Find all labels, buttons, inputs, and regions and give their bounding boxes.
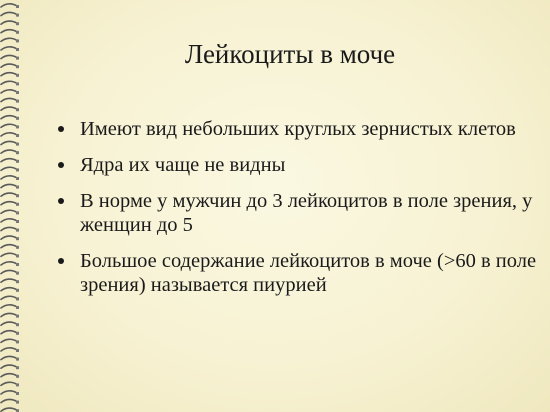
bullet-text: Имеют вид небольших круглых зернистых клетов xyxy=(80,118,516,140)
binding-ring xyxy=(1,38,19,42)
bullet-item-4 xyxy=(58,249,538,297)
binding-ring xyxy=(1,365,19,369)
binding-ring xyxy=(1,107,19,111)
binding-ring xyxy=(1,331,19,335)
binding-ring xyxy=(1,236,19,240)
binding-ring xyxy=(1,64,19,68)
binding-ring xyxy=(1,141,19,145)
binding-ring xyxy=(1,227,19,231)
binding-ring xyxy=(1,73,19,77)
binding-ring xyxy=(1,210,19,214)
binding-ring xyxy=(1,124,19,128)
bullet-icon xyxy=(58,126,64,132)
binding-ring xyxy=(1,313,19,317)
bullet-item-3 xyxy=(58,189,538,237)
bullet-text: В норме у мужчин до 3 лейкоцитов в поле зрения, у женщин до 5 xyxy=(80,190,533,236)
binding-ring xyxy=(1,193,19,197)
bullet-icon xyxy=(58,258,64,264)
binding-ring xyxy=(1,374,19,378)
binding-ring xyxy=(1,176,19,180)
bullet-item-1 xyxy=(58,117,538,141)
binding-ring xyxy=(1,322,19,326)
binding-ring xyxy=(1,399,19,403)
bullet-icon xyxy=(58,198,64,204)
bullet-text: Ядра их чаще не видны xyxy=(80,154,286,176)
binding-ring xyxy=(1,245,19,249)
binding-ring xyxy=(1,21,19,25)
binding-ring xyxy=(1,4,19,8)
bullet-list xyxy=(58,117,538,309)
binding-ring xyxy=(1,253,19,257)
binding-ring xyxy=(1,305,19,309)
binding-ring xyxy=(1,90,19,94)
binding-ring xyxy=(1,47,19,51)
binding-ring xyxy=(1,382,19,386)
slide-title: Лейкоциты в моче xyxy=(184,39,396,69)
binding-ring xyxy=(1,348,19,352)
binding-ring xyxy=(1,296,19,300)
binding-ring xyxy=(1,98,19,102)
binding-ring xyxy=(1,81,19,85)
bullet-item-2 xyxy=(58,153,538,177)
bullet-icon xyxy=(58,162,64,168)
binding-ring xyxy=(1,133,19,137)
binding-ring xyxy=(1,12,19,16)
binding-ring xyxy=(1,167,19,171)
binding-ring xyxy=(1,270,19,274)
binding-ring xyxy=(1,391,19,395)
binding-ring xyxy=(1,159,19,163)
binding-ring xyxy=(1,150,19,154)
binding-ring xyxy=(1,288,19,292)
binding-ring xyxy=(1,202,19,206)
binding-ring xyxy=(1,279,19,283)
binding-ring xyxy=(1,116,19,120)
spiral-binding xyxy=(0,0,30,412)
binding-ring xyxy=(1,219,19,223)
binding-ring xyxy=(1,356,19,360)
binding-ring xyxy=(1,262,19,266)
binding-ring xyxy=(1,339,19,343)
binding-ring xyxy=(1,184,19,188)
binding-ring xyxy=(1,55,19,59)
binding-ring xyxy=(1,408,19,412)
binding-ring xyxy=(1,30,19,34)
bullet-text: Большое содержание лейкоцитов в моче (>60 в поле зрения) называется пиурией xyxy=(80,250,537,296)
